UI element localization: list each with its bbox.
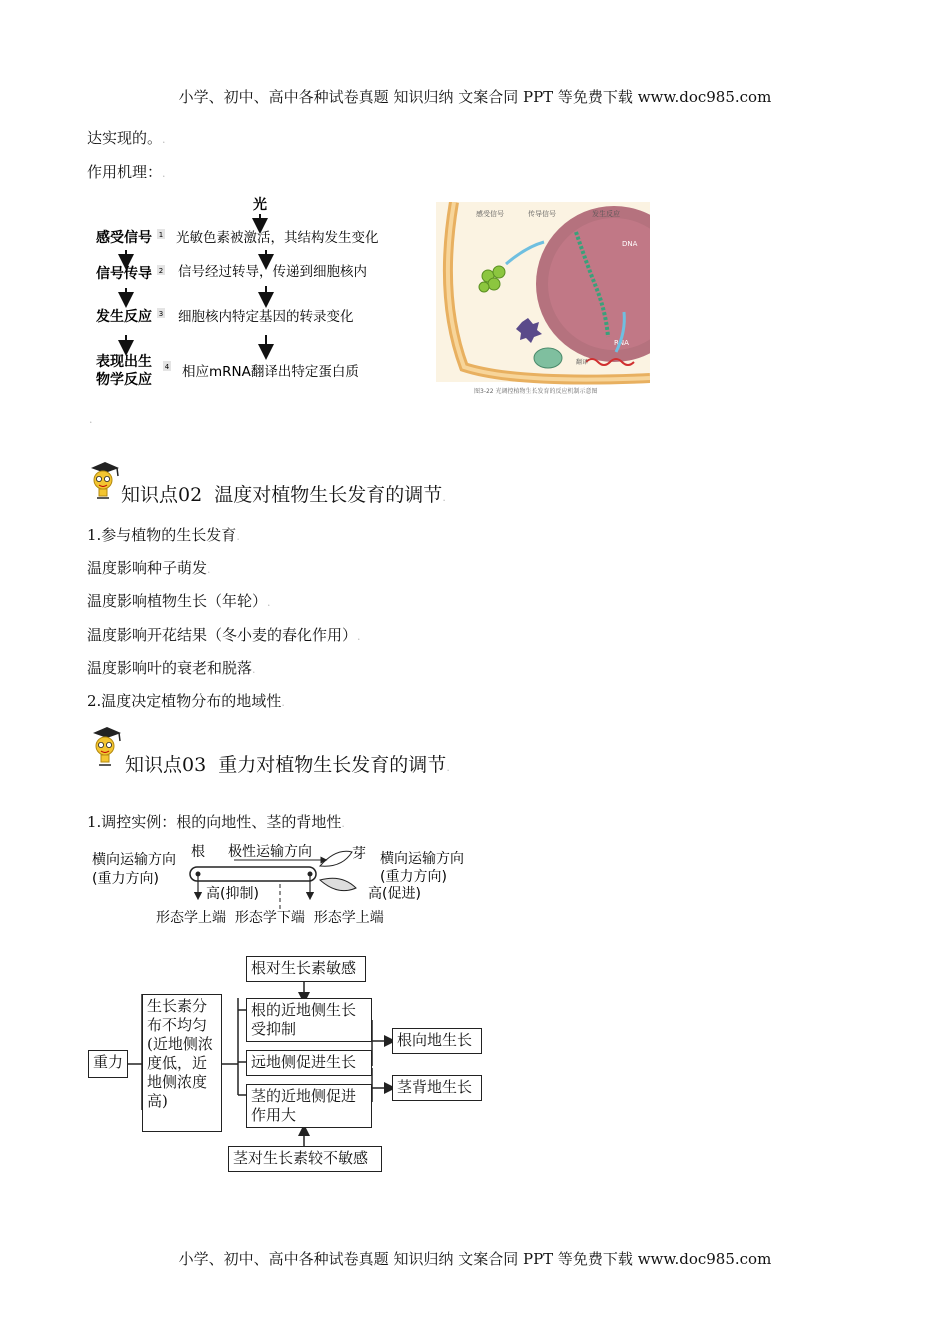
dna-label: DNA <box>622 240 638 248</box>
gravity-box: 重力 <box>88 1050 128 1078</box>
intro-line-2: 作用机理：. <box>87 163 166 181</box>
kp02-line-3: 温度影响植物生长（年轮）. <box>87 592 271 610</box>
kp02-line-2: 温度影响种子萌发. <box>87 559 211 577</box>
polar-label: 极性运输方向 <box>228 844 312 860</box>
step4-label-a: 表现出生 <box>96 354 152 370</box>
cell-top-label-3: 发生反应 <box>592 210 620 218</box>
root-result-box: 根向地生长 <box>392 1028 482 1054</box>
step1-label: 感受信号 <box>96 230 152 246</box>
step1-num: 1 <box>158 231 164 239</box>
left-bottom-label: (重力方向) <box>92 871 159 887</box>
far-side-box: 远地侧促进生长 <box>246 1050 372 1076</box>
cell-caption: 图3-22 光调控植物生长发育的反应机制示意图 <box>474 388 598 395</box>
step4-num: 4 <box>164 363 170 371</box>
stem-result-box: 茎背地生长 <box>392 1075 482 1101</box>
rna-label: RNA <box>614 339 629 347</box>
page-footer: 小学、初中、高中各种试卷真题 知识归纳 文案合同 PPT 等免费下载 www.doc985.com <box>178 1250 772 1268</box>
para-mark: . <box>89 413 93 426</box>
step2-num: 2 <box>158 267 164 275</box>
step4-desc: 相应mRNA翻译出特定蛋白质 <box>182 364 359 380</box>
ribosome <box>534 348 562 368</box>
right-bottom-label: (重力方向) <box>380 869 447 885</box>
scholar-mascot-icon-2 <box>89 724 125 768</box>
step2-label: 信号传导 <box>96 266 152 282</box>
root-sensitive-box: 根对生长素敏感 <box>246 956 366 982</box>
light-mechanism-diagram <box>88 190 396 400</box>
kp03-line-1: 1.调控实例：根的向地性、茎的背地性. <box>87 813 345 831</box>
stem-insensitive-box: 茎对生长素较不敏感 <box>228 1146 382 1172</box>
step3-desc: 细胞核内特定基因的转录变化 <box>178 309 354 325</box>
gravity-transport-figure <box>88 840 488 930</box>
plant-stem <box>190 867 316 881</box>
kp02-title: 知识点02 温度对植物生长发育的调节. <box>121 484 446 506</box>
step4-label-b: 物学反应 <box>96 372 152 388</box>
kp03-title: 知识点03 重力对植物生长发育的调节. <box>125 754 450 776</box>
bottom-labels: 形态学上端 形态学下端 形态学上端 <box>156 910 384 926</box>
leaf-icon <box>320 851 352 866</box>
kp02-line-4: 温度影响开花结果（冬小麦的春化作用）. <box>87 626 361 644</box>
high-inhibit-label: 高(抑制) <box>206 886 259 902</box>
light-label: 光 <box>253 197 267 213</box>
high-promote-label: 高(促进) <box>368 886 421 902</box>
step1-desc: 光敏色素被激活，其结构发生变化 <box>176 230 379 246</box>
cell-top-label-2: 传导信号 <box>528 210 556 218</box>
cell-mechanism-figure <box>436 202 650 398</box>
gravity-flow-diagram <box>88 950 488 1175</box>
left-top-label: 横向运输方向 <box>92 852 176 868</box>
root-near-side-box: 根的近地侧生长受抑制 <box>246 998 372 1042</box>
translate-label: 翻译 <box>576 359 589 366</box>
scholar-mascot-icon <box>87 460 123 500</box>
stem-near-side-box: 茎的近地侧促进作用大 <box>246 1084 372 1128</box>
step3-num: 3 <box>158 310 164 318</box>
cell-top-label-1: 感受信号 <box>476 210 504 218</box>
step2-desc: 信号经过转导，传递到细胞核内 <box>178 264 367 280</box>
intro-line-1: 达实现的。. <box>87 129 166 147</box>
step3-label: 发生反应 <box>96 309 152 325</box>
root-label: 根 <box>191 844 205 860</box>
bud-label: 芽 <box>352 846 366 862</box>
kp02-line-6: 2.温度决定植物分布的地域性. <box>87 692 285 710</box>
kp02-line-1: 1.参与植物的生长发育. <box>87 526 240 544</box>
kp02-line-5: 温度影响叶的衰老和脱落. <box>87 659 256 677</box>
uneven-distribution-box: 生长素分布不均匀(近地侧浓度低，近地侧浓度高) <box>142 994 222 1132</box>
page-header: 小学、初中、高中各种试卷真题 知识归纳 文案合同 PPT 等免费下载 www.doc985.com <box>178 88 772 106</box>
right-top-label: 横向运输方向 <box>380 851 464 867</box>
